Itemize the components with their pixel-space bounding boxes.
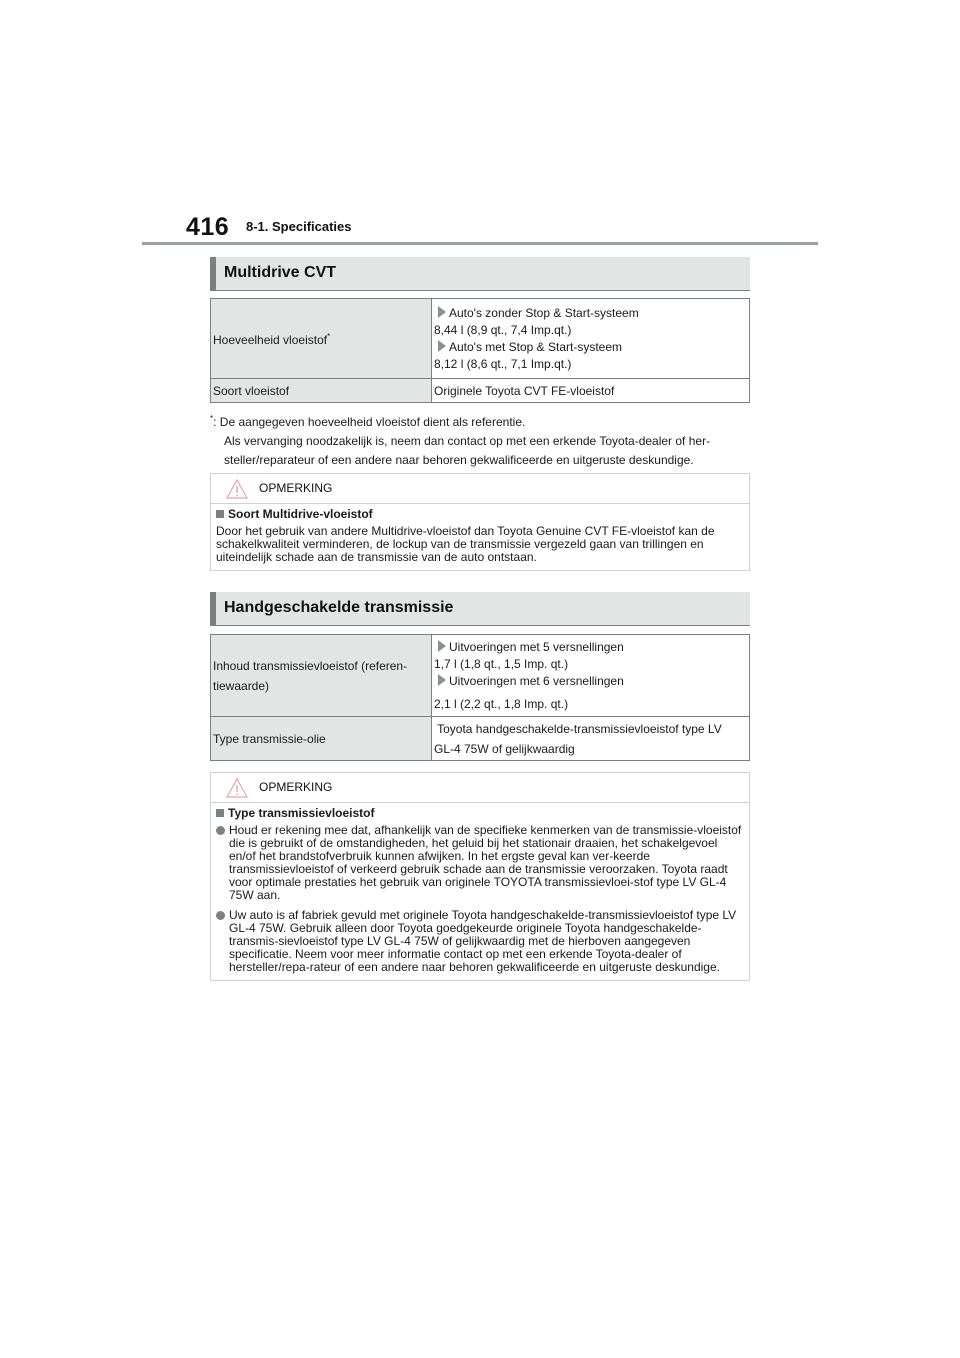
table-row <box>211 717 750 761</box>
row-label: Hoeveelheid vloeistof <box>213 333 328 347</box>
value-line <box>434 322 749 339</box>
note-label: OPMERKING <box>259 780 333 794</box>
note-body <box>211 803 749 980</box>
note-box-manual <box>210 772 750 981</box>
note-text: Door het gebruik van andere Multidrive-vloeistof dan Toyota Genuine CVT FE-vloeistof kan de schakelkwaliteit verminderen, de lockup van de transmissie vergezeld gaan van trillingen en uiteindelijk schade aan de transmissie van de auto ontstaan. <box>216 524 715 564</box>
table-row <box>211 299 750 379</box>
page-number: 416 <box>186 213 230 241</box>
header-divider <box>142 242 818 245</box>
footnote-line: steller/reparateur of een andere naar behoren gekwalificeerde en uitgeruste deskundige. <box>224 453 694 467</box>
row-label-line: tiewaarde) <box>213 678 270 693</box>
footnote <box>210 409 755 470</box>
triangle-right-icon <box>438 306 446 318</box>
value-line <box>434 339 749 356</box>
table-cell-label <box>211 299 432 379</box>
table-row <box>211 379 750 403</box>
triangle-right-icon <box>438 640 446 652</box>
value-line: GL-4 75W of gelijkwaardig <box>434 741 575 756</box>
table-cell-label <box>211 635 432 717</box>
value-line <box>434 639 749 656</box>
table-cell-label: Soort vloeistof <box>211 379 432 403</box>
section-heading-cvt <box>210 257 750 291</box>
value-line: Toyota handgeschakelde-transmissievloeistof type LV <box>434 721 722 736</box>
note-header <box>211 474 749 504</box>
note-body <box>211 504 749 570</box>
footnote-line: Als vervanging noodzakelijk is, neem dan contact op met een erkende Toyota-dealer of her- <box>224 434 711 448</box>
chapter-title: 8-1. Specificaties <box>246 219 352 234</box>
table-cell-value <box>432 635 750 717</box>
value-line <box>434 656 749 673</box>
table-cell-label: Type transmissie-olie <box>211 717 432 761</box>
footnote-text: : De aangegeven hoeveelheid vloeistof dient als referentie. <box>213 415 526 429</box>
value-line <box>434 696 749 713</box>
value-text: 2,1 l (2,2 qt., 1,8 Imp. qt.) <box>434 696 569 711</box>
section-title: Handgeschakelde transmissie <box>224 599 454 616</box>
footnote-line <box>210 409 755 432</box>
warning-triangle-icon <box>226 479 248 499</box>
value-text: 8,12 l (8,6 qt., 7,1 Imp.qt.) <box>434 356 572 371</box>
value-line <box>434 673 749 690</box>
warning-triangle-icon <box>226 778 248 798</box>
value-text: 8,44 l (8,9 qt., 7,4 Imp.qt.) <box>434 322 572 337</box>
row-label-line: Inhoud transmissievloeistof (referen- <box>213 658 408 673</box>
list-item-text: Uw auto is af fabriek gevuld met originele Toyota handgeschakelde-transmissievloeistof type LV GL-4 75W. Gebruik alleen door Toyota goedgekeurde originele Toyota handgeschakelde-transmis-sievloeistof type LV GL-4 75W of gelijkwaardig met de hierboven aangegeven specificatie. Neem voor meer informatie contact op met een erkende Toyota-dealer of hersteller/repa-rateur of een andere naar behoren gekwalificeerde en uitgeruste deskundige. <box>229 908 737 974</box>
value-text: Uitvoeringen met 5 versnellingen <box>449 639 624 654</box>
manual-spec-table <box>210 634 750 761</box>
section-heading-manual <box>210 592 750 626</box>
bullet-dot-icon <box>216 826 225 835</box>
section-title: Multidrive CVT <box>224 264 337 281</box>
note-header <box>211 773 749 803</box>
list-item-text: Houd er rekening mee dat, afhankelijk van de specifieke kenmerken van de transmissie-vloeistof die is gebruikt of de omstandigheden, het geluid bij het stationair draaien, het schakelgevoel en/of het brandstofverbruik kunnen afwijken. In het ergste geval kan ver-keerde transmissievloeistof of verkeerd gebruik schade aan de transmissie veroorzaken. Toyota raadt voor optimale prestaties het gebruik van originele TOYOTA transmissievloei-stof type LV GL-4 75W aan. <box>229 823 742 902</box>
value-text: Auto's zonder Stop & Start-systeem <box>449 305 639 320</box>
bullet-dot-icon <box>216 911 225 920</box>
list-item <box>216 909 744 974</box>
value-text: Auto's met Stop & Start-systeem <box>449 339 623 354</box>
note-label: OPMERKING <box>259 481 333 495</box>
value-line <box>434 356 749 373</box>
note-title <box>216 508 744 521</box>
note-title-text: Soort Multidrive-vloeistof <box>228 507 373 521</box>
table-row <box>211 635 750 717</box>
square-bullet-icon <box>216 510 224 518</box>
value-line <box>434 305 749 322</box>
note-box-cvt <box>210 473 750 571</box>
value-text: 1,7 l (1,8 qt., 1,5 Imp. qt.) <box>434 656 569 671</box>
list-item <box>216 824 744 902</box>
note-title <box>216 807 744 820</box>
cvt-spec-table <box>210 298 750 403</box>
triangle-right-icon <box>438 340 446 352</box>
triangle-right-icon <box>438 674 446 686</box>
table-cell-value <box>432 717 750 761</box>
note-title-text: Type transmissievloeistof <box>228 806 375 820</box>
table-cell-value <box>432 299 750 379</box>
square-bullet-icon <box>216 809 224 817</box>
footnote-marker: * <box>210 414 214 423</box>
footnote-marker: * <box>327 332 331 341</box>
table-cell-value: Originele Toyota CVT FE-vloeistof <box>432 379 750 403</box>
value-text: Uitvoeringen met 6 versnellingen <box>449 673 624 688</box>
